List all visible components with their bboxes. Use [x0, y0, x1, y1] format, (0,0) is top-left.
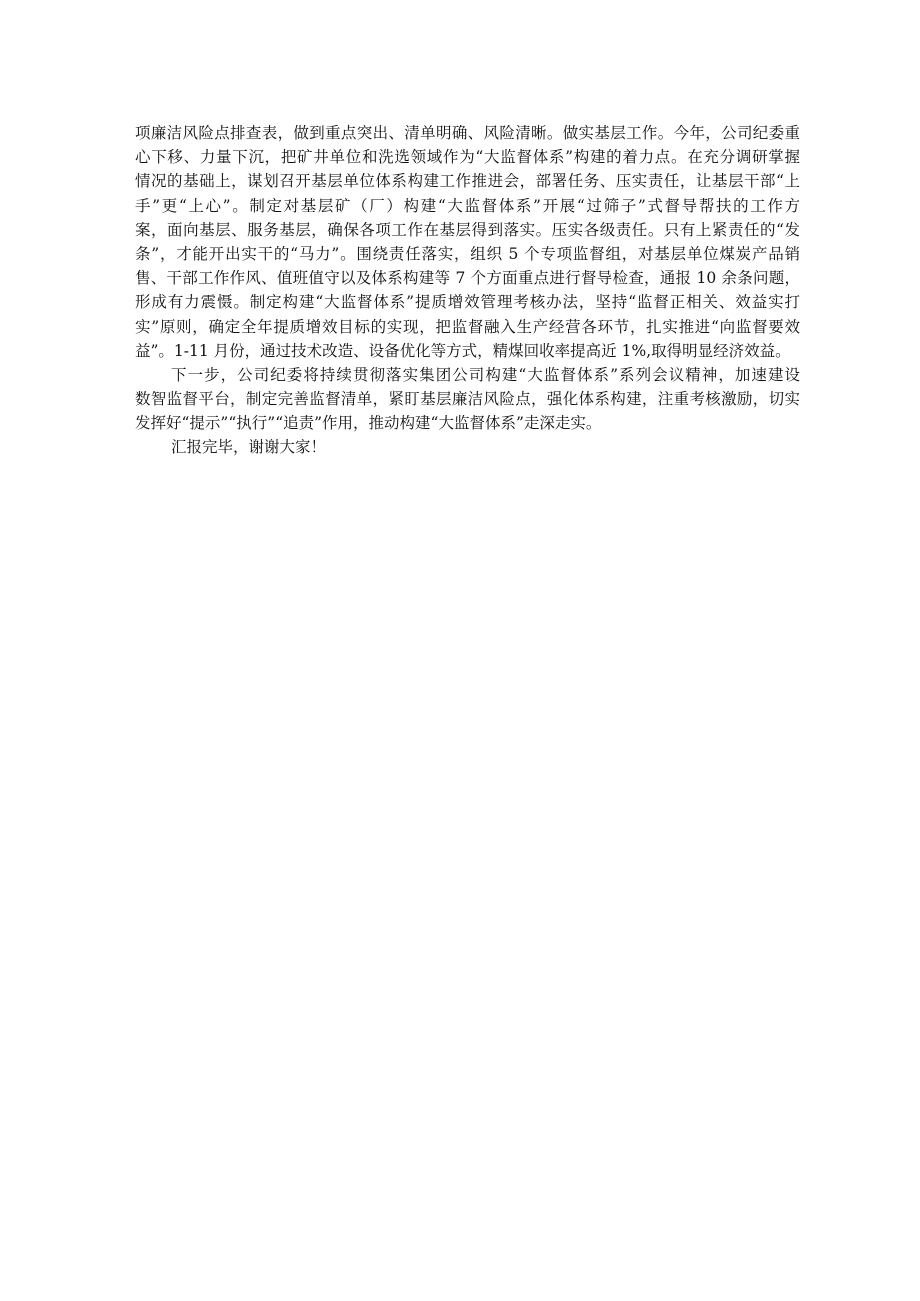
document-body: [135, 121, 800, 460]
text-line: 情况的基础上，谋划召开基层单位体系构建工作推进会，部署任务、压实责任，让基层干部“上: [135, 172, 800, 191]
text-line: 项廉洁风险点排查表，做到重点突出、清单明确、风险清晰。做实基层工作。今年，公司纪委重: [135, 124, 800, 142]
paragraph-2: [135, 363, 800, 436]
text-line: 数智监督平台，制定完善监督清单，紧盯基层廉洁风险点，强化体系构建，注重考核激励，切实: [135, 390, 800, 409]
text-line: 条”，才能开出实干的“马力”。围绕责任落实，组织 5 个专项监督组，对基层单位煤炭产品销: [135, 244, 800, 263]
text-line: 下一步，公司纪委将持续贯彻落实集团公司构建“大监督体系”系列会议精神，加速建设: [171, 365, 800, 384]
text-line: 形成有力震慑。制定构建“大监督体系”提质增效管理考核办法，坚持“监督正相关、效益实打: [135, 293, 800, 312]
text-line: 售、干部工作作风、值班值守以及体系构建等 7 个方面重点进行督导检查，通报 10 余条问题，: [135, 269, 800, 288]
paragraph-3: [135, 435, 800, 459]
text-line: 手”更“上心”。制定对基层矿（厂）构建“大监督体系”开展“过筛子”式督导帮扶的工作方: [135, 196, 800, 215]
text-line: 实”原则，确定全年提质增效目标的实现，把监督融入生产经营各环节，扎实推进“向监督要效: [135, 317, 800, 336]
text-line: 心下移、力量下沉，把矿井单位和洗选领域作为“大监督体系”构建的着力点。在充分调研掌握: [135, 148, 800, 167]
text-line: 案，面向基层、服务基层，确保各项工作在基层得到落实。压实各级责任。只有上紧责任的“发: [135, 220, 800, 239]
text-line: 益”。1-11 月份，通过技术改造、设备优化等方式，精煤回收率提高近 1%,取得明显经济效益。: [135, 341, 791, 360]
text-line: 汇报完毕，谢谢大家！: [171, 438, 327, 457]
paragraph-1: [135, 121, 800, 363]
text-line: 发挥好“提示”“执行”“追责”作用，推动构建“大监督体系”走深走实。: [135, 414, 602, 433]
